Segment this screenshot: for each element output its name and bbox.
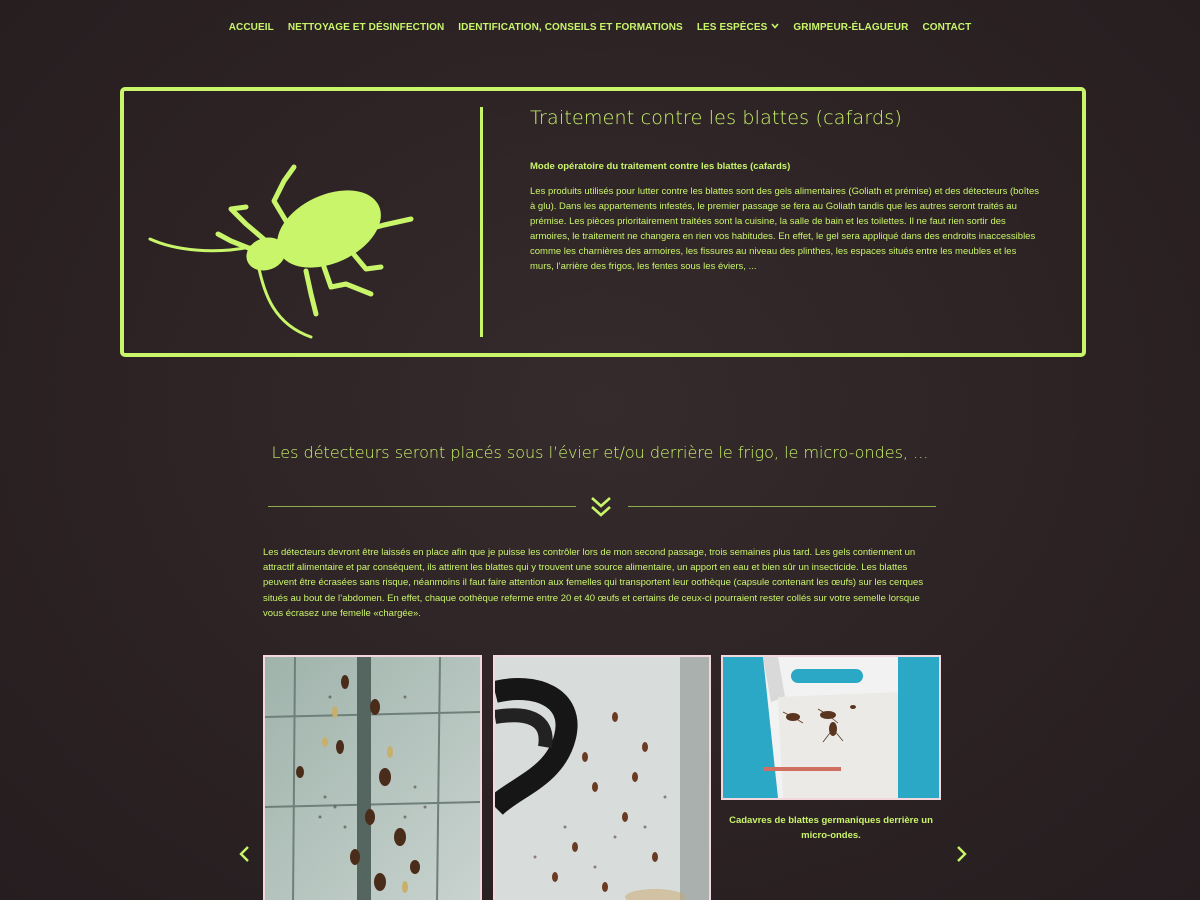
nav-item-accueil[interactable]: ACCUEIL (228, 21, 274, 33)
chevron-down-icon (771, 23, 779, 29)
nav-item-contact[interactable]: CONTACT (922, 21, 972, 33)
section-body-text: Les détecteurs devront être laissés en place afin que je puisse les contrôler lors de mon second passage, trois semaines plus tard. Les gels contiennent un attractif alimentaire et par conséquent, ils attirent les blattes qui y trouvent une source alimentaire, un apport en eau et bien sûr un insecticide. Les blattes peuvent être écrasées sans risque, néanmoins il faut faire attention aux femelles qui transportent leur oothèque (capsule contenant les œufs) sur les cerques situés au bout de l’abdomen. En effet, chaque oothèque referme entre 20 et 40 œufs et certains de ceux-ci pourraient rester collés sur votre semelle lorsque vous écrasez une femelle «chargée». (263, 547, 924, 619)
main-nav (0, 18, 1200, 36)
double-chevron-down-icon (589, 495, 613, 519)
cockroach-icon (146, 159, 416, 344)
divider-line-left (268, 506, 576, 507)
hero-divider (480, 107, 483, 337)
photo-caption: Cadavres de blattes germaniques derrière un micro-ondes. (729, 815, 933, 841)
hero-text: Les produits utilisés pour lutter contre les blattes sont des gels alimentaires (Goliath et prémise) et des détecteurs (boîtes à glu). Dans les appartements infestés, le premier passage se fera au Goliath tandis que les autres seront traités au prémise. Les pièces prioritairement traitées sont la cuisine, la salle de bain et les toilettes. Il ne faut rien sortir des armoires, le traitement ne changera en rien vos habitudes. En effet, le gel sera appliqué dans des endroits inaccessibles comme les charnières des armoires, les fissures au niveau des plinthes, les espaces situés entre les meubles et les murs, l’arrière des frigos, les fentes sous les éviers, ... (530, 186, 1040, 272)
nav-item-especes[interactable] (690, 22, 787, 33)
photo-glue-trap (723, 657, 939, 798)
nav-item-grimpeur[interactable]: GRIMPEUR-ÉLAGUEUR (793, 21, 909, 33)
divider-line-right (628, 506, 936, 507)
photo-cockroaches-tiles (265, 657, 480, 900)
nav-item-especes-label: LES ESPÈCES (696, 21, 768, 33)
hero-subtitle: Mode opératoire du traitement contre les blattes (cafards) (530, 161, 791, 172)
nav-item-identification[interactable]: IDENTIFICATION, CONSEILS ET FORMATIONS (458, 21, 683, 33)
gallery-photo-1[interactable] (263, 655, 482, 900)
gallery-photo-3[interactable] (721, 655, 941, 800)
chevron-right-icon[interactable] (952, 843, 970, 865)
hero-title: Traitement contre les blattes (cafards) (530, 107, 903, 129)
photo-cockroaches-floor (495, 657, 709, 900)
hero-box (120, 87, 1086, 357)
nav-item-nettoyage[interactable]: NETTOYAGE ET DÉSINFECTION (287, 21, 445, 33)
section-heading: Les détecteurs seront placés sous l’évier et/ou derrière le frigo, le micro-ondes, ... (271, 443, 929, 462)
chevron-left-icon[interactable] (236, 843, 254, 865)
gallery-photo-2[interactable] (493, 655, 711, 900)
